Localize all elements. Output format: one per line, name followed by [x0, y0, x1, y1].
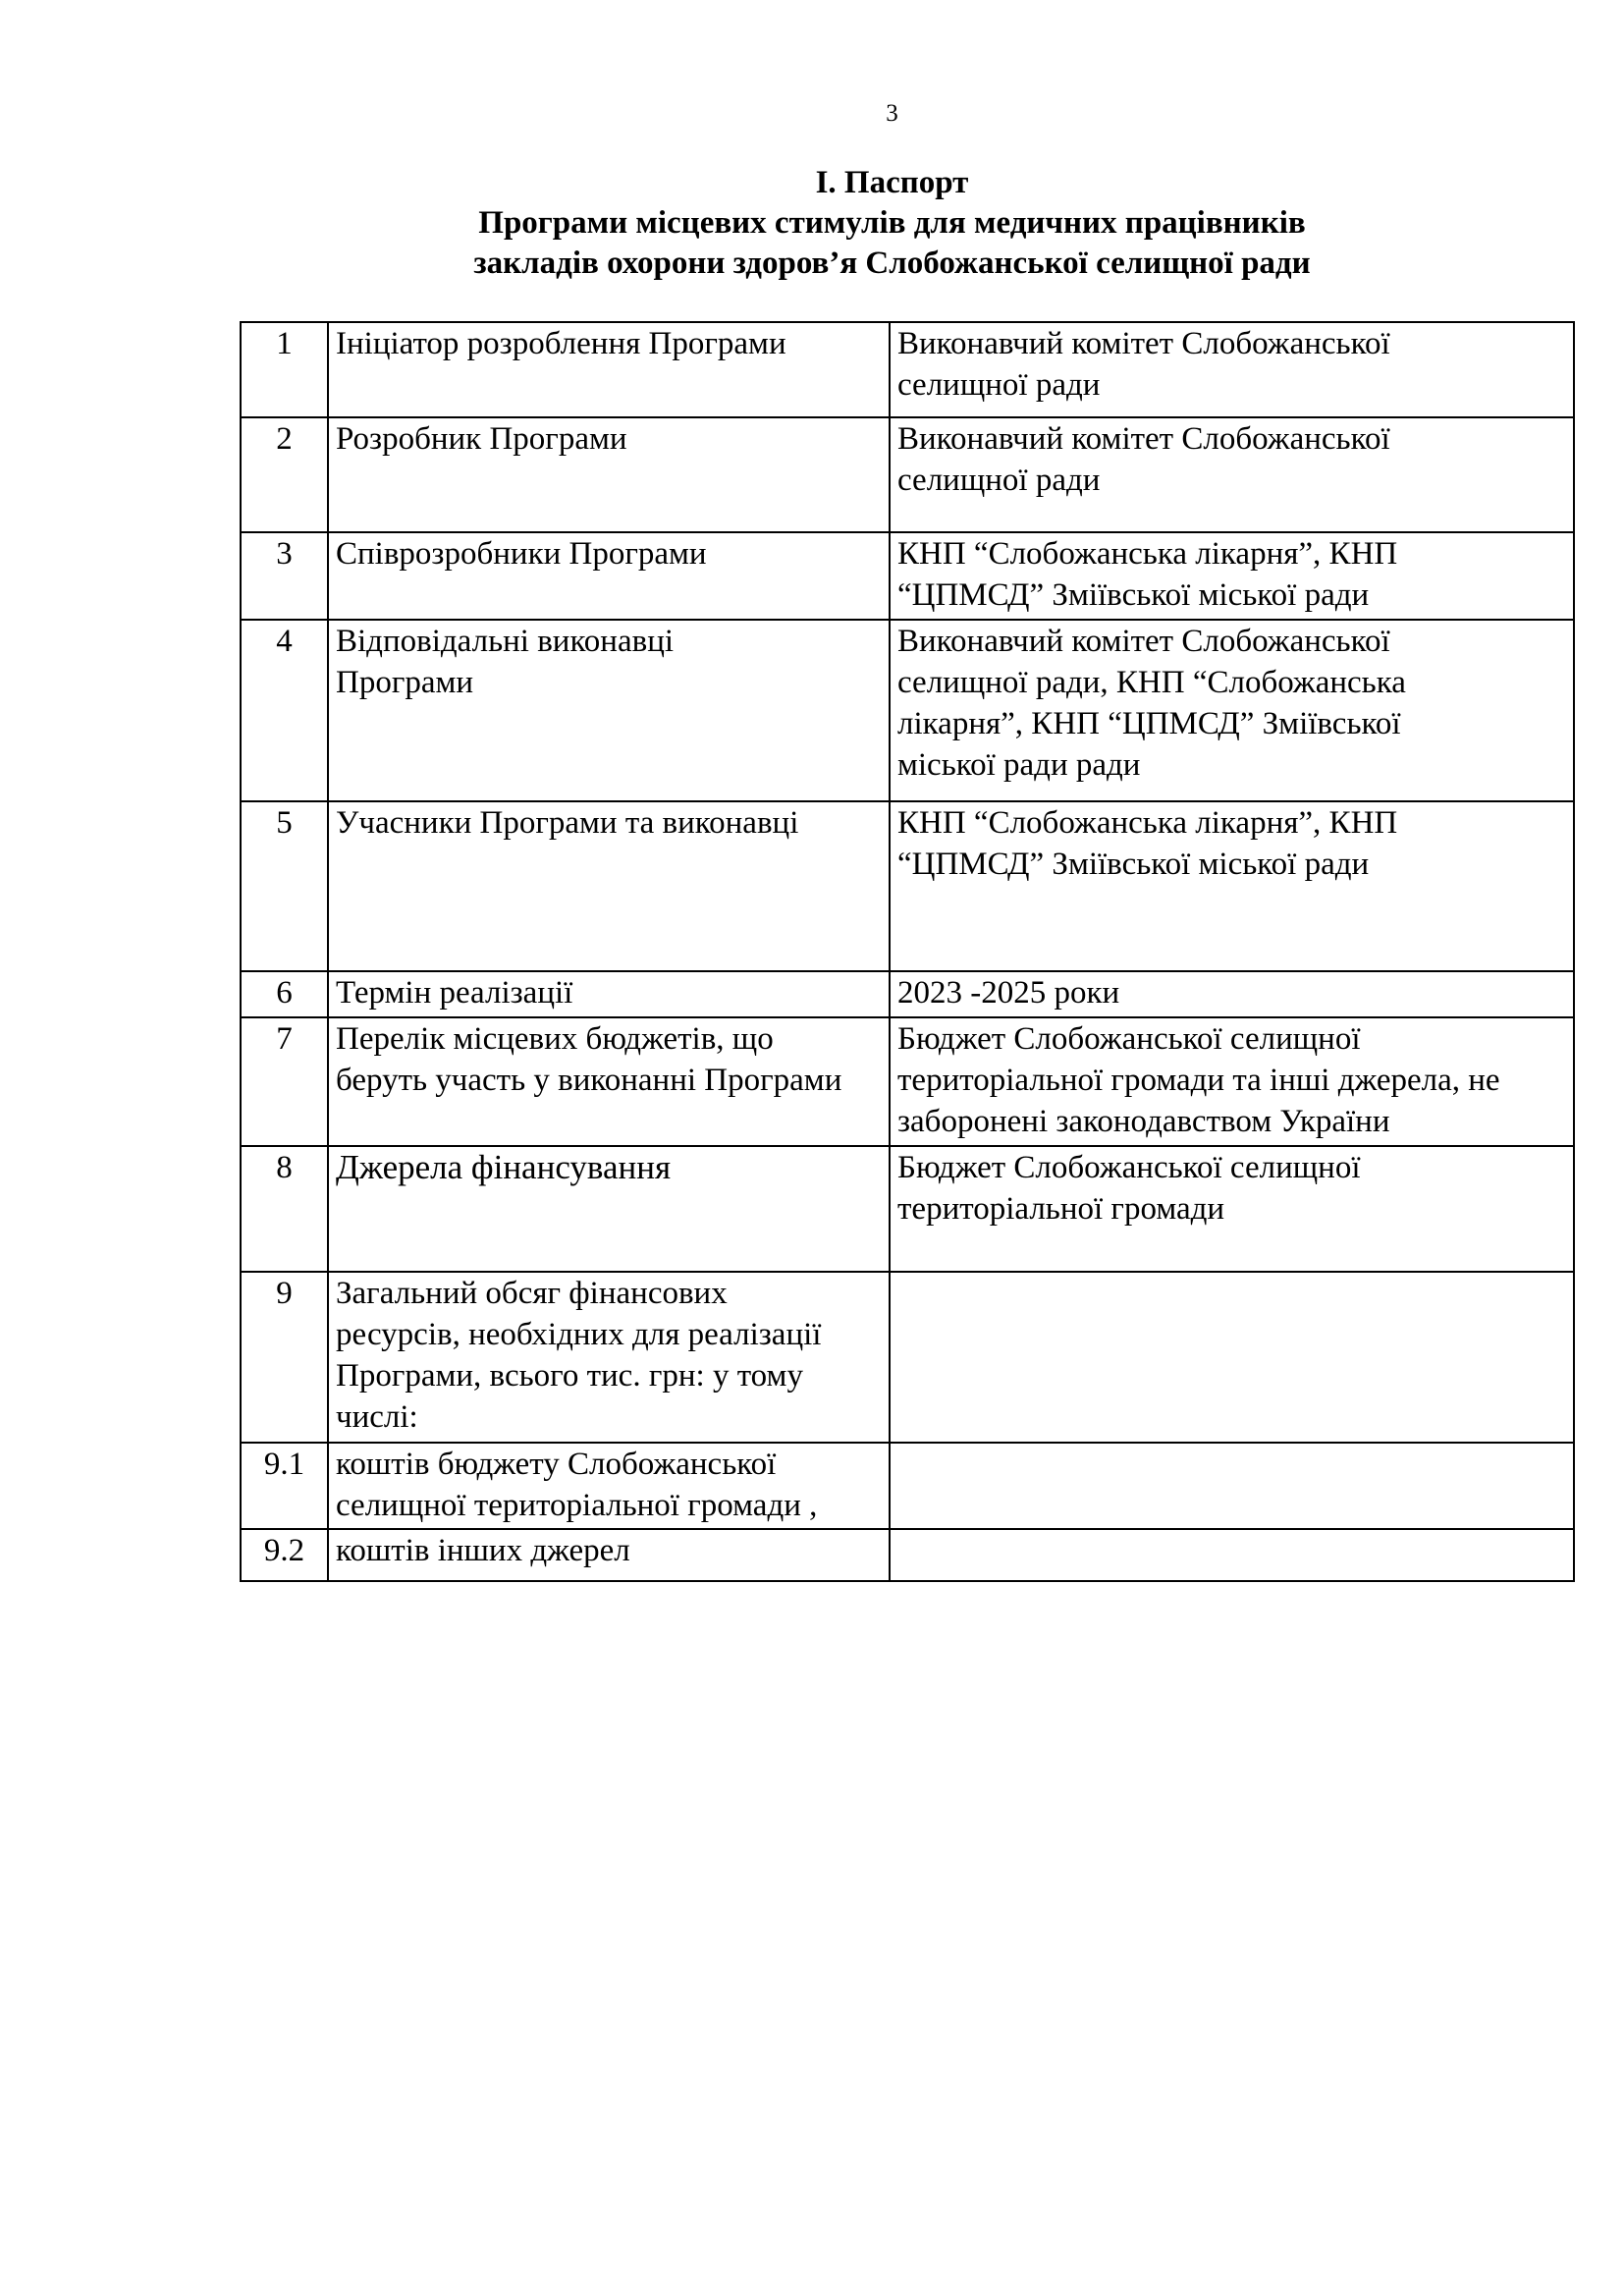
- row-label: Співрозробники Програми: [328, 532, 890, 620]
- row-label: Загальний обсяг фінансових ресурсів, необхідних для реалізації Програми, всього тис. грн: у тому числі:: [328, 1272, 890, 1443]
- table-row: [241, 322, 1574, 417]
- table-row: [241, 532, 1574, 620]
- row-number: 9.1: [241, 1443, 328, 1529]
- row-label: Ініціатор розроблення Програми: [328, 322, 890, 417]
- row-label: коштів бюджету Слобожанської селищної територіальної громади ,: [328, 1443, 890, 1529]
- row-value: Виконавчий комітет Слобожанської селищної ради: [890, 417, 1574, 532]
- row-number: 2: [241, 417, 328, 532]
- table-row: [241, 1146, 1574, 1272]
- row-label: Відповідальні виконавці Програми: [328, 620, 890, 801]
- page-number: 3: [886, 100, 898, 127]
- row-number: 4: [241, 620, 328, 801]
- row-number: 1: [241, 322, 328, 417]
- row-label: Учасники Програми та виконавці: [328, 801, 890, 971]
- row-number: 3: [241, 532, 328, 620]
- table-row: [241, 1017, 1574, 1146]
- row-number: 9: [241, 1272, 328, 1443]
- row-value: 2023 -2025 роки: [890, 971, 1574, 1017]
- row-label: коштів інших джерел: [328, 1529, 890, 1581]
- row-value: [890, 1443, 1574, 1529]
- row-value: Виконавчий комітет Слобожанської селищної ради, КНП “Слобожанська лікарня”, КНП “ЦПМСД” Зміївської міської ради ради: [890, 620, 1574, 801]
- document-title: [0, 163, 1624, 284]
- row-label: Джерела фінансування: [328, 1146, 890, 1272]
- row-value: КНП “Слобожанська лікарня”, КНП “ЦПМСД” Зміївської міської ради: [890, 801, 1574, 971]
- row-value: КНП “Слобожанська лікарня”, КНП “ЦПМСД” Зміївської міської ради: [890, 532, 1574, 620]
- passport-table: [240, 321, 1575, 1582]
- row-number: 7: [241, 1017, 328, 1146]
- title-line-2: Програми місцевих стимулів для медичних працівників: [478, 205, 1306, 241]
- row-number: 9.2: [241, 1529, 328, 1581]
- row-number: 5: [241, 801, 328, 971]
- title-line-1: І. Паспорт: [815, 165, 969, 200]
- row-number: 6: [241, 971, 328, 1017]
- table-row: [241, 1443, 1574, 1529]
- table-row: [241, 417, 1574, 532]
- table-row: [241, 620, 1574, 801]
- row-label: Термін реалізації: [328, 971, 890, 1017]
- row-value: Виконавчий комітет Слобожанської селищної ради: [890, 322, 1574, 417]
- table-row: [241, 801, 1574, 971]
- row-number: 8: [241, 1146, 328, 1272]
- row-value: [890, 1529, 1574, 1581]
- row-value: [890, 1272, 1574, 1443]
- row-label: Перелік місцевих бюджетів, що беруть участь у виконанні Програми: [328, 1017, 890, 1146]
- table-row: [241, 971, 1574, 1017]
- row-value: Бюджет Слобожанської селищної територіальної громади та інші джерела, не заборонені законодавством України: [890, 1017, 1574, 1146]
- row-value: Бюджет Слобожанської селищної територіальної громади: [890, 1146, 1574, 1272]
- table-row: [241, 1272, 1574, 1443]
- title-line-3: закладів охорони здоров’я Слобожанської селищної ради: [473, 246, 1311, 281]
- table-row: [241, 1529, 1574, 1581]
- row-label: Розробник Програми: [328, 417, 890, 532]
